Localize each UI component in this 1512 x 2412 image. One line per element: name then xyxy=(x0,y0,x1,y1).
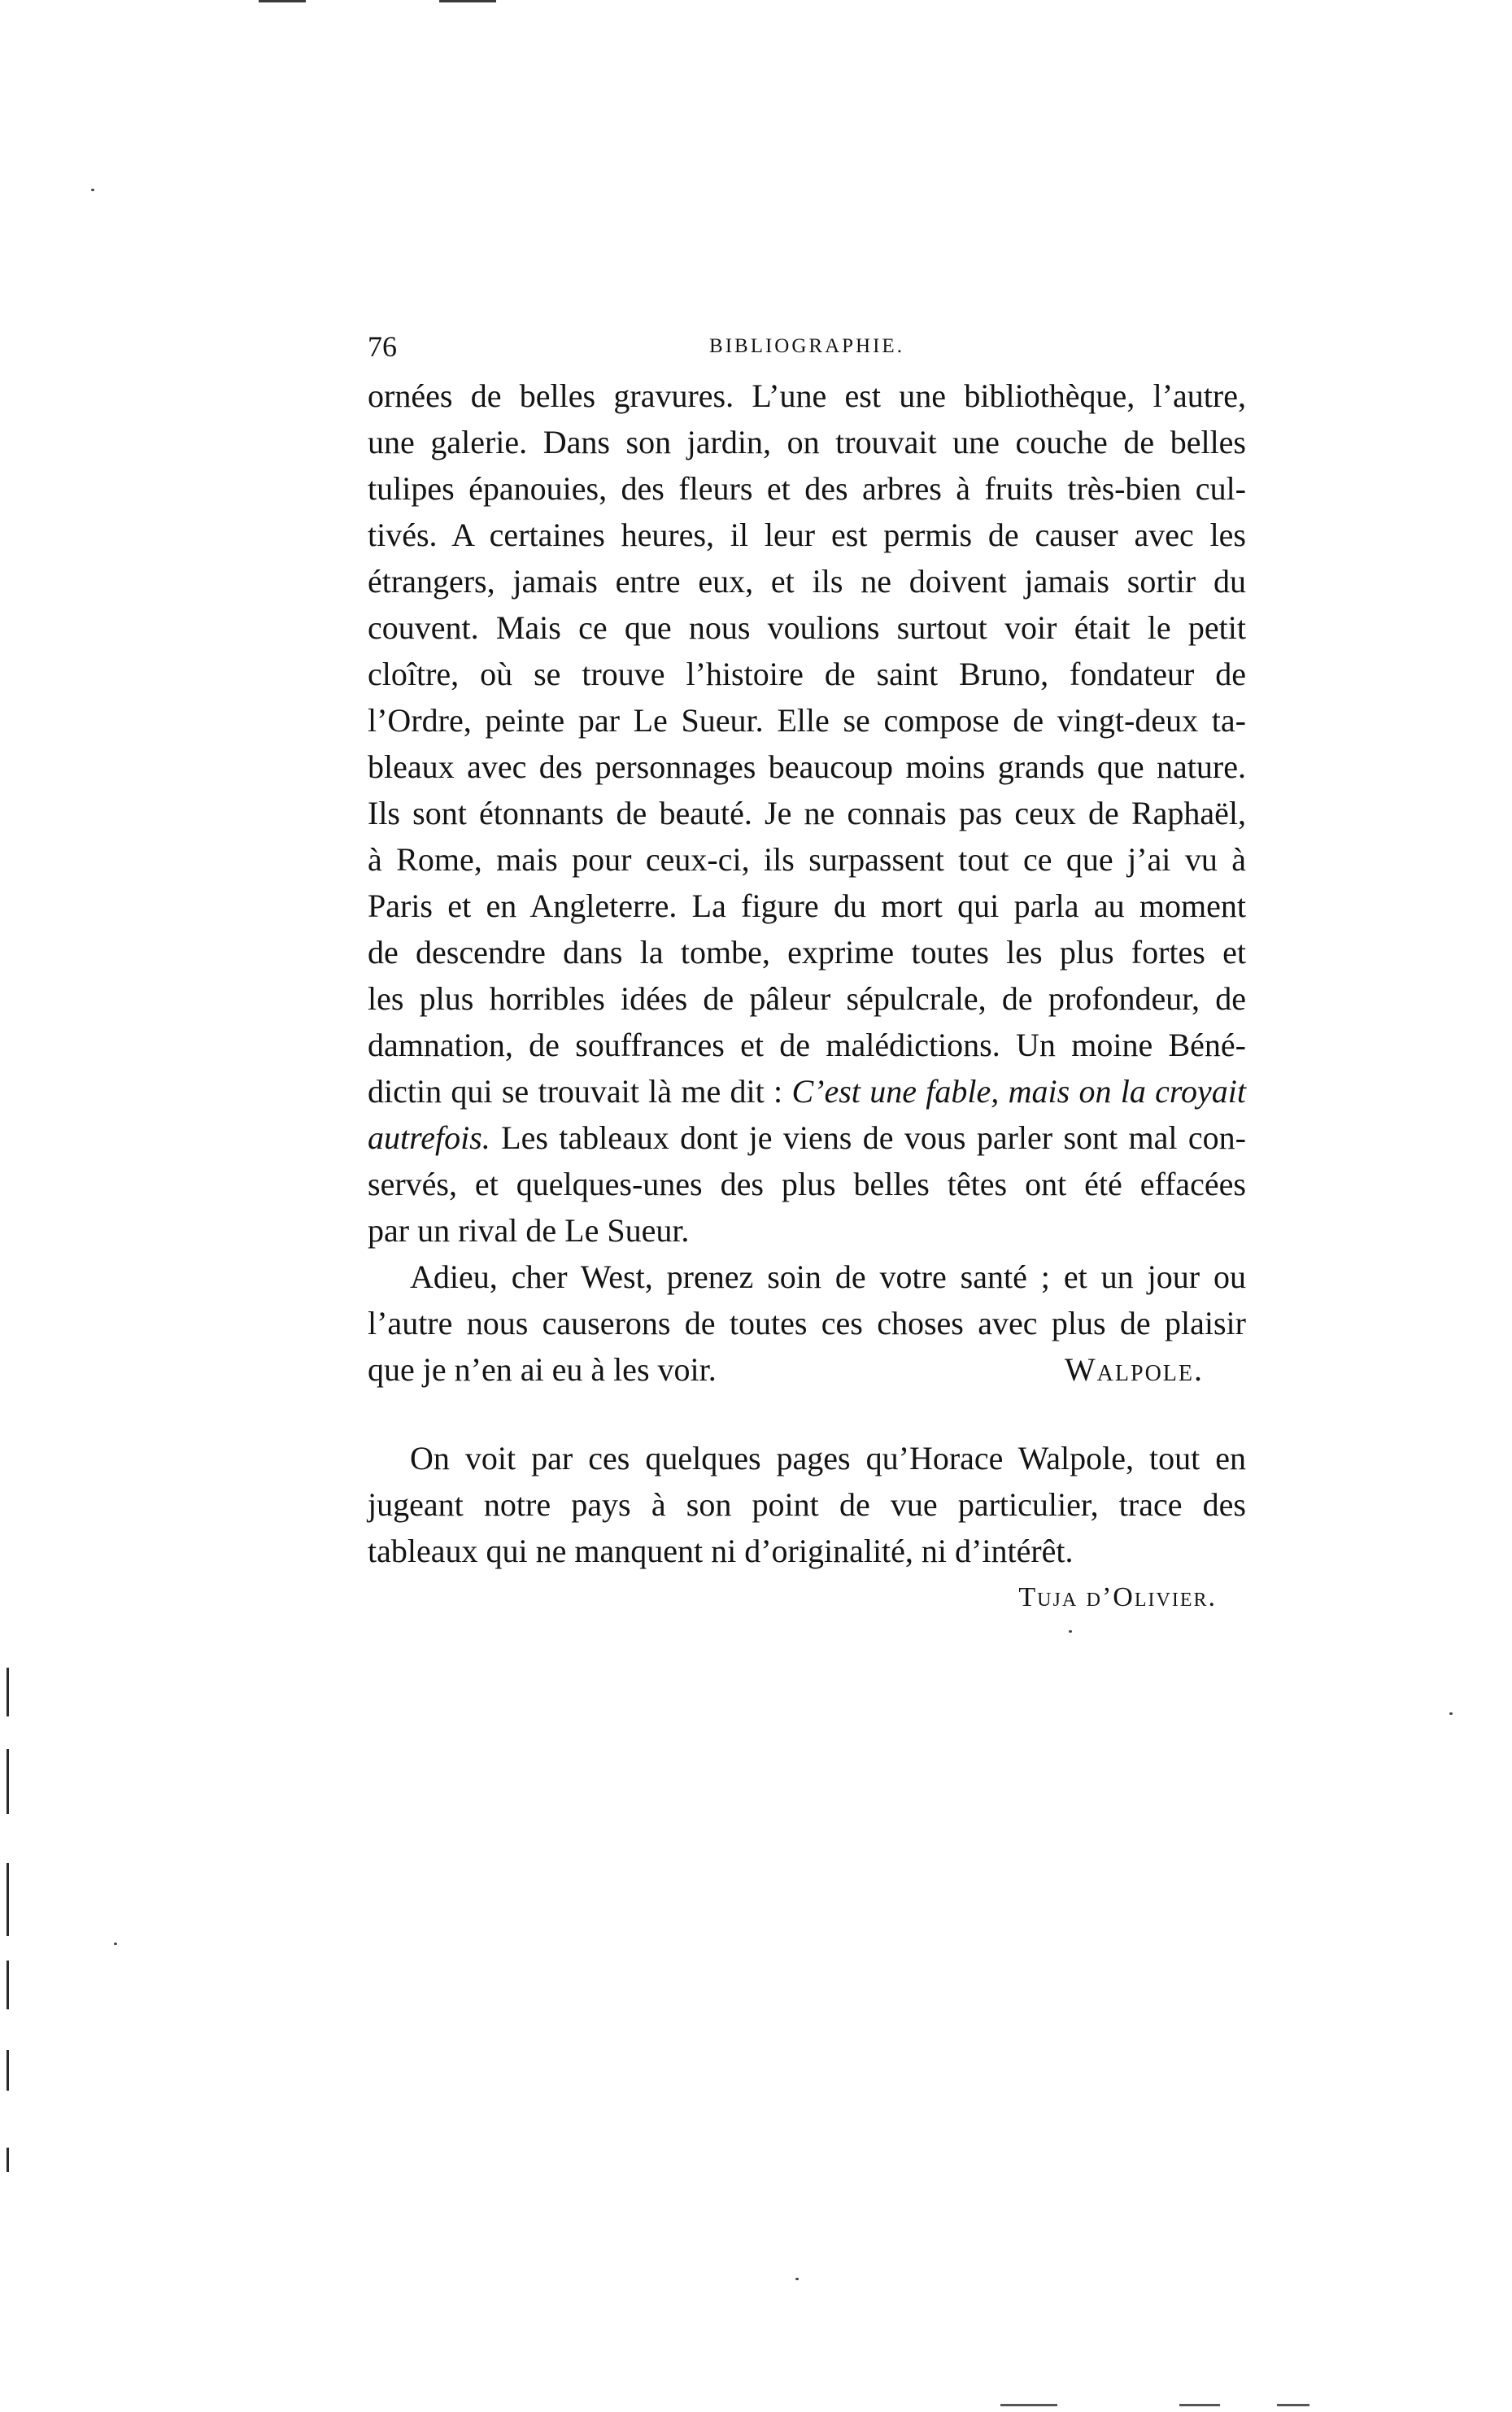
text-line: tableaux qui ne manquent ni d’originalité, ni d’intérêt. xyxy=(368,1533,1074,1569)
scan-speck xyxy=(1449,1712,1453,1715)
text-line-quote xyxy=(368,1114,1246,1161)
author-signature: Tuja d’Olivier. xyxy=(1018,1582,1217,1612)
scan-margin-mark xyxy=(7,2148,9,2172)
scan-speck xyxy=(795,2278,799,2280)
scan-margin-mark xyxy=(7,1961,9,2009)
text-line: Adieu, cher West, prenez soin de votre santé ; et un jour ou xyxy=(410,1258,1246,1295)
text-line: Ils sont étonnants de beauté. Je ne connais pas ceux de Raphaël, xyxy=(368,795,1246,831)
text-line: couvent. Mais ce que nous voulions surtout voir était le petit xyxy=(368,609,1246,646)
text-line: de descendre dans la tombe, exprime toutes les plus fortes et xyxy=(368,934,1246,970)
text-segment: que je n’en ai eu à les voir. xyxy=(368,1351,717,1388)
text-line: étrangers, jamais entre eux, et ils ne doivent jamais sortir du xyxy=(368,563,1246,600)
body-text xyxy=(368,373,1246,1620)
text-line: une galerie. Dans son jardin, on trouvait une couche de belles xyxy=(368,424,1246,460)
letter-signature: Walpole. xyxy=(1064,1351,1204,1388)
scan-margin-mark xyxy=(7,1668,9,1716)
text-line: damnation, de souffrances et de malédictions. Un moine Béné- xyxy=(368,1027,1246,1063)
text-line: tivés. A certaines heures, il leur est permis de causer avec les xyxy=(368,517,1246,553)
text-line: On voit par ces quelques pages qu’Horace Walpole, tout en xyxy=(410,1440,1246,1476)
text-line-quote xyxy=(368,1068,1246,1114)
text-line: tulipes épanouies, des fleurs et des arbres à fruits très-bien cul- xyxy=(368,470,1246,507)
text-line: à Rome, mais pour ceux-ci, ils surpassent tout ce que j’ai vu à xyxy=(368,841,1246,878)
text-line: jugeant notre pays à son point de vue particulier, trace des xyxy=(368,1486,1246,1523)
text-line: bleaux avec des personnages beaucoup moins grands que nature. xyxy=(368,748,1246,785)
text-line: l’autre nous causerons de toutes ces choses avec plus de plaisir xyxy=(368,1305,1246,1341)
text-line: Paris et en Angleterre. La figure du mort qui parla au moment xyxy=(368,888,1246,924)
scan-edge-bottom xyxy=(1179,2404,1220,2406)
text-line: les plus horribles idées de pâleur sépulcrale, de profondeur, de xyxy=(368,980,1246,1017)
text-line: l’Ordre, peinte par Le Sueur. Elle se compose de vingt-deux ta- xyxy=(368,702,1246,739)
scan-margin-mark xyxy=(7,1863,9,1936)
scan-speck xyxy=(114,1943,117,1945)
scan-edge-bottom xyxy=(1000,2404,1057,2406)
text-line: cloître, où se trouve l’histoire de saint Bruno, fondateur de xyxy=(368,656,1246,692)
text-segment: Les tableaux dont je viens de vous parler sont mal con- xyxy=(490,1119,1246,1156)
scan-speck xyxy=(1069,1630,1072,1633)
scan-margin-mark xyxy=(7,2050,9,2091)
text-segment: dictin qui se trouvait là me dit : xyxy=(368,1073,792,1110)
section-gap xyxy=(368,1393,1246,1435)
text-line: par un rival de Le Sueur. xyxy=(368,1212,690,1249)
quote-segment: C’est une fable, mais on la croyait xyxy=(791,1073,1246,1110)
page-header xyxy=(368,324,1246,369)
scan-speck xyxy=(91,189,94,191)
text-line: ornées de belles gravures. L’une est une bibliothèque, l’autre, xyxy=(368,377,1246,414)
scan-edge-top xyxy=(259,0,306,2)
page-number: 76 xyxy=(368,330,397,363)
scan-margin-mark xyxy=(7,1749,9,1814)
scan-edge-bottom xyxy=(1277,2404,1309,2406)
running-head: BIBLIOGRAPHIE. xyxy=(709,335,904,357)
quote-segment: autrefois. xyxy=(368,1119,490,1156)
scan-edge-top xyxy=(439,0,496,2)
text-line-signature xyxy=(368,1346,1246,1393)
text-line: servés, et quelques-unes des plus belles têtes ont été effacées xyxy=(368,1166,1246,1202)
